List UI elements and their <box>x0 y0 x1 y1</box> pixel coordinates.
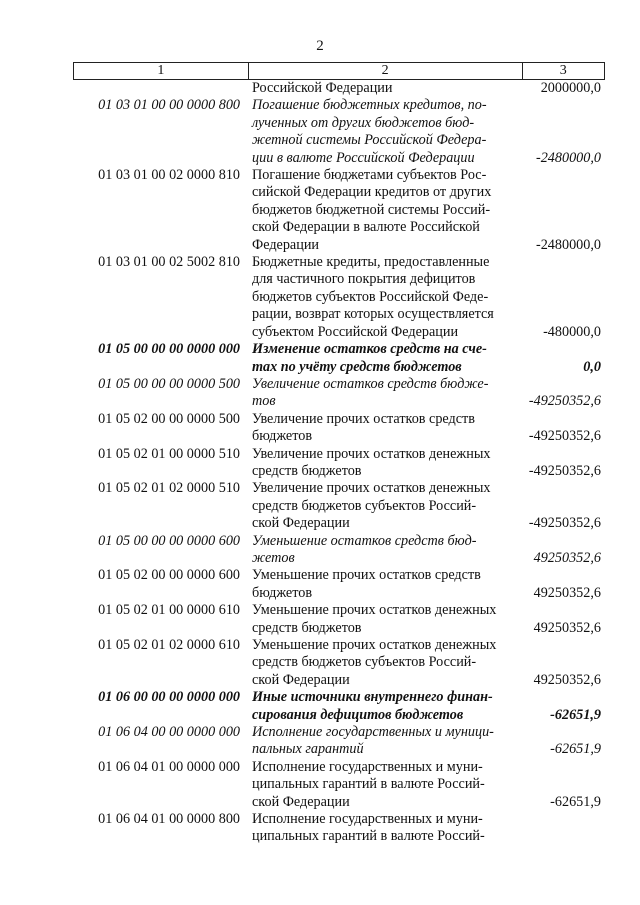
description-line: тах по учёту средств бюджетов <box>252 358 462 375</box>
description-line: Уменьшение прочих остатков средств <box>252 567 481 584</box>
budget-code: 01 05 02 00 00 0000 600 <box>98 567 240 584</box>
description-line: бюджетов бюджетной системы Россий- <box>252 201 491 218</box>
table-row <box>73 411 605 446</box>
budget-code: 01 05 00 00 00 0000 500 <box>98 375 240 392</box>
description-line: ской Федерации <box>252 671 350 688</box>
budget-code: 01 05 00 00 00 0000 000 <box>98 341 240 358</box>
budget-code: 01 05 02 01 00 0000 510 <box>98 445 240 462</box>
item-description <box>248 533 523 568</box>
description-line: Исполнение государственных и муни- <box>252 811 483 828</box>
item-description <box>248 602 523 637</box>
budget-code: 01 05 02 01 00 0000 610 <box>98 602 240 619</box>
description-line: пальных гарантий <box>252 741 364 758</box>
amount-value: -62651,9 <box>550 706 601 723</box>
description-line: средств бюджетов <box>252 462 362 479</box>
description-line: Бюджетные кредиты, предоставленные <box>252 254 490 271</box>
amount-value: -62651,9 <box>550 741 601 758</box>
amount-value: 2000000,0 <box>540 80 601 96</box>
description-line: Погашение бюджетных кредитов, по- <box>252 97 487 114</box>
table-row <box>73 811 605 846</box>
item-description <box>248 446 523 481</box>
item-description <box>248 567 523 602</box>
column-header-row <box>73 62 605 80</box>
amount-value: 49250352,6 <box>533 549 601 566</box>
budget-code: 01 06 04 00 00 0000 000 <box>98 724 240 741</box>
description-line: рации, возврат которых осуществляется <box>252 306 494 323</box>
description-line: бюджетов <box>252 584 313 601</box>
column-header-1: 1 <box>74 63 249 80</box>
amount-value: 0,0 <box>583 358 601 375</box>
description-line: сирования дефицитов бюджетов <box>252 706 464 723</box>
item-description <box>248 80 523 97</box>
page-number: 2 <box>316 38 324 54</box>
table-row <box>73 254 605 341</box>
table-row <box>73 167 605 254</box>
amount-value: 49250352,6 <box>533 671 601 688</box>
description-line: Исполнение государственных и муници- <box>252 724 494 741</box>
description-line: Уменьшение прочих остатков денежных <box>252 637 497 653</box>
amount-value: -49250352,6 <box>528 393 601 410</box>
description-line: Увеличение прочих остатков денежных <box>252 480 491 497</box>
amount-value: -49250352,6 <box>528 515 601 532</box>
budget-code: 01 05 00 00 00 0000 600 <box>98 532 240 549</box>
table-row <box>73 689 605 724</box>
item-description <box>248 759 523 811</box>
budget-code: 01 06 04 01 00 0000 800 <box>98 811 240 828</box>
item-description <box>248 811 523 846</box>
amount-value: -49250352,6 <box>528 462 601 479</box>
amount-value <box>523 811 605 846</box>
description-line: ципальных гарантий в валюте Россий- <box>252 776 485 793</box>
description-line: Увеличение прочих остатков средств <box>252 410 475 427</box>
description-line: сийской Федерации кредитов от других <box>252 184 492 201</box>
budget-code: 01 05 02 01 02 0000 510 <box>98 480 240 497</box>
description-line: Федерации <box>252 236 320 253</box>
description-line: ципальных гарантий в валюте Россий- <box>252 828 485 845</box>
description-line: Уменьшение прочих остатков денежных <box>252 602 497 619</box>
budget-code: 01 06 04 01 00 0000 000 <box>98 758 240 775</box>
table-row <box>73 759 605 811</box>
item-description <box>248 689 523 724</box>
amount-value: -62651,9 <box>550 793 601 810</box>
item-description <box>248 376 523 411</box>
table-row <box>73 724 605 759</box>
table-row <box>73 602 605 637</box>
description-line: субъектом Российской Федерации <box>252 323 459 340</box>
description-line: Увеличение остатков средств бюдже- <box>252 375 489 392</box>
table-row <box>73 480 605 532</box>
amount-value: -2480000,0 <box>535 236 601 253</box>
item-description <box>248 167 523 254</box>
description-line: ской Федерации <box>252 793 350 810</box>
description-line: для частичного покрытия дефицитов <box>252 271 476 288</box>
description-line: бюджетов субъектов Российской Феде- <box>252 288 489 305</box>
description-line: жетной системы Российской Федера- <box>252 132 487 149</box>
budget-code: 01 03 01 00 02 0000 810 <box>98 167 240 184</box>
budget-code: 01 06 00 00 00 0000 000 <box>98 689 240 706</box>
description-line: лученных от других бюджетов бюд- <box>252 114 475 131</box>
amount-value: -49250352,6 <box>528 428 601 445</box>
description-line: ской Федерации в валюте Российской <box>252 219 480 236</box>
amount-value: -2480000,0 <box>535 149 601 166</box>
column-header-2: 2 <box>248 63 522 80</box>
amount-value: 49250352,6 <box>533 584 601 601</box>
description-line: Исполнение государственных и муни- <box>252 758 483 775</box>
table-row <box>73 80 605 97</box>
item-description <box>248 724 523 759</box>
table-row <box>73 567 605 602</box>
item-description <box>248 341 523 376</box>
description-line: ции в валюте Российской Федерации <box>252 149 475 166</box>
description-line: средств бюджетов <box>252 619 362 636</box>
description-line: ской Федерации <box>252 515 350 532</box>
table-row <box>73 446 605 481</box>
description-line: Изменение остатков средств на сче- <box>252 341 487 358</box>
description-line: средств бюджетов субъектов Россий- <box>252 654 477 671</box>
budget-code: 01 03 01 00 02 5002 810 <box>98 254 240 271</box>
item-description <box>248 254 523 341</box>
budget-code: 01 03 01 00 00 0000 800 <box>98 97 240 114</box>
item-description <box>248 411 523 446</box>
description-line: Увеличение прочих остатков денежных <box>252 445 491 462</box>
table-row <box>73 341 605 376</box>
description-line: бюджетов <box>252 428 313 445</box>
table-row <box>73 97 605 167</box>
budget-code: 01 05 02 00 00 0000 500 <box>98 410 240 427</box>
item-description <box>248 97 523 167</box>
description-line: Погашение бюджетами субъектов Рос- <box>252 167 487 184</box>
description-line: жетов <box>252 549 295 566</box>
description-line: Российской Федерации <box>252 80 393 96</box>
item-description <box>248 480 523 532</box>
amount-value: -480000,0 <box>543 323 601 340</box>
budget-code: 01 05 02 01 02 0000 610 <box>98 637 240 653</box>
table-body <box>73 80 605 846</box>
description-line: средств бюджетов субъектов Россий- <box>252 497 477 514</box>
table-row <box>73 533 605 568</box>
column-header-3: 3 <box>522 63 604 80</box>
description-line: тов <box>252 393 276 410</box>
description-line: Иные источники внутреннего финан- <box>252 689 493 706</box>
table-row <box>73 376 605 411</box>
table-row <box>73 637 605 689</box>
item-description <box>248 637 523 689</box>
description-line: Уменьшение остатков средств бюд- <box>252 532 477 549</box>
amount-value: 49250352,6 <box>533 619 601 636</box>
